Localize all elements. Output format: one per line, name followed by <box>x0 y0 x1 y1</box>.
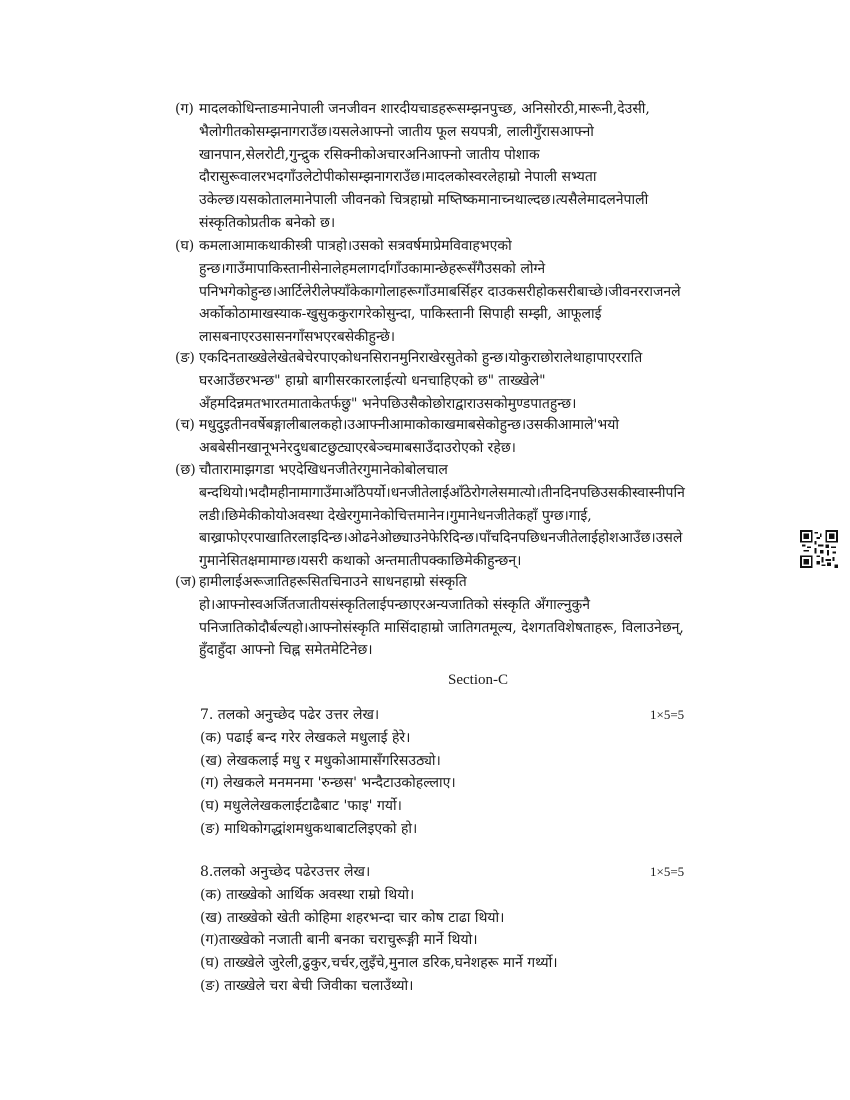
question-option: (क) पढाई बन्द गरेर लेखकले मधुलाई हेरे। <box>200 729 411 746</box>
item-line: अर्कोकोठामाखस्याक-खुसुककुरागरेकोसुन्दा, पाकिस्तानी सिपाही सम्झी, आफूलाई <box>199 306 602 323</box>
item-line: हुँदाहुँदा आफ्नो चिह्न समेतमेटिनेछ। <box>199 642 373 659</box>
answer-item-gha <box>175 235 750 349</box>
item-line: अँहमदिन्नमतभारतमाताकेतर्फछु" भनेपछिउसैकोछोराद्वाराउसकोमुण्डपातहुन्छ। <box>199 395 577 412</box>
question-heading: 7. तलको अनुच्छेद पढेर उत्तर लेख। <box>200 707 380 723</box>
item-line: कमलाआमाकथाकीस्त्री पात्रहो।उसको सत्रवर्षमाप्रेमविवाहभएको <box>199 238 512 254</box>
item-line: घरआउँछरभन्छ" हाम्रो बागीसरकारलाईत्यो धनचाहिएको छ" ताख्खेले" <box>199 372 546 389</box>
item-line: खानपान,सेलरोटी,गुन्द्रुक रसिक्नीकोअचारअनिआफ्नो जातीय पोशाक <box>199 146 540 163</box>
item-line: अबबेसीनखानूभनेरदुधबाटछुट्याएरबेञ्चमाबसाउँदाउरोएको रहेछ। <box>199 439 516 456</box>
item-line: पनिभगेकोहुन्छ।आर्टिलेरीलेफ्याँकेकागोलाहरूगाँउमाबर्सिहर दाउकसरीहोकसरीबाच्छे।जीवनरराजनले <box>199 283 681 300</box>
item-marker: (ङ) <box>175 350 195 366</box>
item-line: मधुदुइतीनवर्षेबङ्गालीबालकहो।उआफ्नीआमाकोकाखमाबसेकोहुन्छ।उसकीआमाले'भयो <box>199 417 619 433</box>
answer-item-chha <box>175 459 750 573</box>
question-option: (ङ) माथिकोगद्धांशमधुकथाबाटलिइएको हो। <box>200 820 418 837</box>
question-option: (घ) मधुलेलेखकलाईटाढैबाट 'फाइ' गर्यो। <box>200 798 402 815</box>
answer-item-nga <box>175 347 750 415</box>
question-option: (ग) लेखकले मनमनमा 'रुन्छस' भन्दैटाउकोहल्लाए। <box>200 775 456 792</box>
item-line: हो।आफ्नोस्वअर्जितजातीयसंस्कृतिलाईपन्छाएरअन्यजातिको संस्कृति अँगाल्नुकुनै <box>199 596 591 613</box>
question-option: (ख) ताख्खेको खेती कोहिमा शहरभन्दा चार कोष टाढा थियो। <box>200 909 505 926</box>
item-line: लासबनाएरउसासनगाँसभएरबसेकीहुन्छे। <box>199 329 396 346</box>
item-line: गुमानेसितक्षमामाग्छ।यसरी कथाको अन्तमातीपक्काछिमेकीहुन्छन्। <box>199 553 522 570</box>
section-heading: Section-C <box>448 672 508 688</box>
item-line: हुन्छ।गाउँमापाकिस्तानीसेनालेहमलागर्दागाँउकामान्छेहरूसँगैउसको लोग्ने <box>199 260 546 277</box>
answer-item-ja <box>175 571 750 662</box>
item-line: उकेल्छ।यसकोतालमानेपाली जीवनको चित्रहाम्रो मष्तिष्कमानाच्नथाल्दछ।त्यसैलेमादलनेपाली <box>199 192 649 209</box>
item-marker: (ग) <box>175 101 194 117</box>
question-option: (ग)ताख्खेको नजाती बानी बनका चराचुरूङ्गी मार्ने थियो। <box>200 932 478 949</box>
item-line: पनिजातिकोदौर्बल्यहो।आफ्नोसंस्कृति मासिंदाहाम्रो जातिगतमूल्य, देशगतविशेषताहरू, विलाउनेछन्, <box>199 619 684 636</box>
item-line: संस्कृतिकोप्रतीक बनेको छ। <box>199 214 336 231</box>
item-marker: (घ) <box>175 238 195 254</box>
answer-item-ga <box>175 98 750 235</box>
item-line: बाख्राफोएरपाखातिरलाइदिन्छ।ओढनेओछ्याउनेफेरिदिन्छ।पाँचदिनपछिधनजीतेलाईहोशआउँछ।उसले <box>199 530 683 547</box>
item-marker: (ज) <box>175 574 197 590</box>
item-line: दौरासुरूवालरभदगाँउलेटोपीकोसम्झनागराउँछ।मादलकोस्वरलेहाम्रो नेपाली सभ्यता <box>199 169 597 186</box>
question-heading: 8.तलको अनुच्छेद पढेरउत्तर लेख। <box>200 864 371 880</box>
item-marker: (च) <box>175 417 195 433</box>
marks-label: 1×5=5 <box>650 864 685 879</box>
answer-item-cha <box>175 414 750 460</box>
question-option: (क) ताख्खेको आर्थिक अवस्था राम्रो थियो। <box>200 886 415 903</box>
item-line: हामीलाईअरूजातिहरूसितचिनाउने साधनहाम्रो संस्कृति <box>199 574 467 590</box>
item-line: मादलकोधिन्ताङमानेपाली जनजीवन शारदीयचाडहरूसम्झनपुच्छ, अनिसोरठी,मारूनी,देउसी, <box>199 101 650 117</box>
question-option: (ङ) ताख्खेले चरा बेची जिवीका चलाउँथ्यो। <box>200 977 414 994</box>
item-line: लडी।छिमेकीकोयोअवस्था देखेरगुमानेकोचित्तमानेन।गुमानेधनजीतेकहाँ पुग्छ।गाई, <box>199 507 592 524</box>
question-option: (घ) ताख्खेले जुरेली,ढुकुर,चर्चर,लुइँचे,मुनाल डरिक,घनेशहरू मार्ने गर्थ्यो। <box>200 955 558 972</box>
item-line: बन्दथियो।भदौमहीनामागाउँमाआँठेपर्यो।धनजीतेलाईआँठेरोगलेसमात्यो।तीनदिनपछिउसकीस्वास्नीपनि <box>199 484 685 501</box>
item-line: एकदिनताख्खेलेखेतबेचेरपाएकोधनसिरानमुनिराखेरसुतेको हुन्छ।योकुराछोरालेथाहापाएरराति <box>199 350 643 366</box>
question-8 <box>200 861 720 998</box>
item-marker: (छ) <box>175 462 196 478</box>
qr-code-icon <box>800 530 838 568</box>
question-7 <box>200 704 720 841</box>
marks-label: 1×5=5 <box>650 707 685 722</box>
item-line: भैलोगीतकोसम्झनागराउँछ।यसलेआफ्नो जातीय फूल सयपत्री, लालीगुँरासआफ्नो <box>199 123 594 140</box>
item-line: चौतारामाझगडा भएदेखिधनजीतेरगुमानेकोबोलचाल <box>199 462 448 478</box>
question-option: (ख) लेखकलाई मधु र मधुकोआमासँगरिसउठ्यो। <box>200 752 441 769</box>
